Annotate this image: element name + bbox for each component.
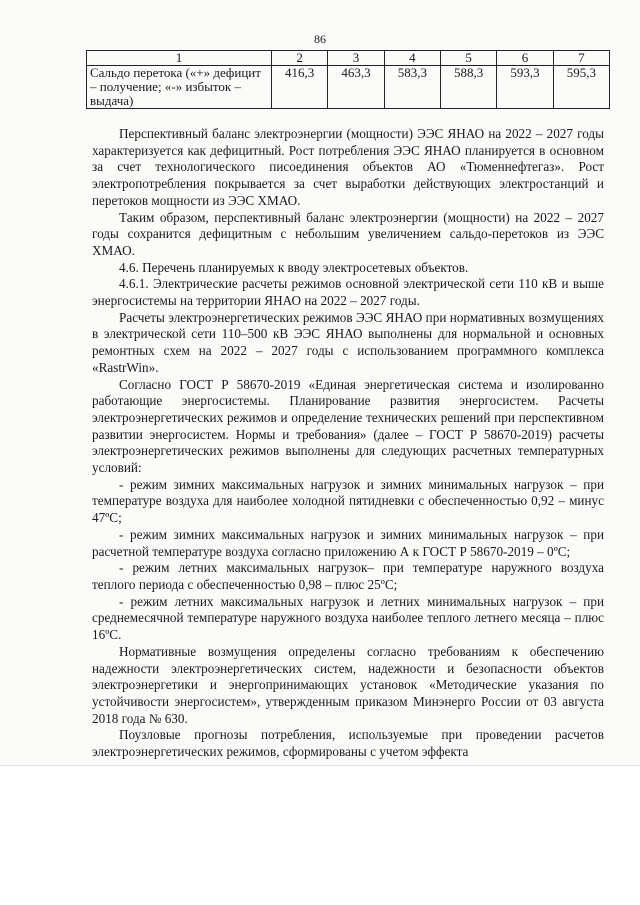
list-item: - режим летних максимальных нагрузок– при температуре наружного воздуха теплого периода с обеспеченностью 0,98 – плюс 25ºС; bbox=[92, 560, 604, 592]
table-header-cell: 1 bbox=[87, 51, 272, 66]
paragraph: Расчеты электроэнергетических режимов ЭЭС ЯНАО при нормативных возмущениях в электрической сети 110–500 кВ ЭЭС ЯНАО выполнены для нормальной и основных ремонтных схем на 2022 – 2027 годы с использованием программного комплекса «RastrWin». bbox=[92, 309, 604, 375]
table-row bbox=[87, 66, 610, 109]
table-cell: 595,3 bbox=[553, 66, 609, 109]
table-header-cell: 2 bbox=[272, 51, 328, 66]
table-header-cell: 6 bbox=[497, 51, 553, 66]
table-cell: 416,3 bbox=[272, 66, 328, 109]
table-cell: 583,3 bbox=[384, 66, 440, 109]
paragraph: Перспективный баланс электроэнергии (мощности) ЭЭС ЯНАО на 2022 – 2027 годы характеризуется как дефицитный. Рост потребления ЭЭС ЯНАО планируется в основном за счет технологического писоединения объектов АО «Тюменнефтегаз». Рост электропотребления покрывается за счет выработки действующих электростанций и перетоков мощности из ЭЭС ХМАО. bbox=[92, 126, 604, 208]
table-header-row bbox=[87, 51, 610, 66]
body-text bbox=[92, 126, 604, 761]
table-cell: 593,3 bbox=[497, 66, 553, 109]
table-header-cell: 7 bbox=[553, 51, 609, 66]
table-cell: 463,3 bbox=[328, 66, 384, 109]
section-heading: 4.6. Перечень планируемых к вводу электросетевых объектов. bbox=[119, 259, 469, 275]
list-item: - режим зимних максимальных нагрузок и зимних минимальных нагрузок – при температуре воздуха для наиболее холодной пятидневки с обеспеченностью 0,92 – минус 47ºС; bbox=[92, 476, 604, 526]
subsection-heading: 4.6.1. Электрические расчеты режимов основной электрической сети 110 кВ и выше энергосистемы на территории ЯНАО на 2022 – 2027 годы. bbox=[92, 276, 604, 309]
table-cell: 588,3 bbox=[440, 66, 496, 109]
list-item: - режим зимних максимальных нагрузок и зимних минимальных нагрузок – при расчетной температуре воздуха согласно приложению А к ГОСТ Р 58670-2019 – 0ºС; bbox=[92, 526, 604, 559]
table-header-cell: 3 bbox=[328, 51, 384, 66]
table-row-label: Сальдо перетока («+» дефицит – получение; «-» избыток – выдача) bbox=[87, 66, 272, 109]
paragraph: Нормативные возмущения определены согласно требованиям к обеспечению надежности электроэнергетических систем, надежности и безопасности объектов электроэнергетики и энергопринимающих установок «Методические указания по устойчивости энергосистем», утвержденным приказом Минэнерго России от 03 августа 2018 года № 630. bbox=[92, 643, 604, 726]
list-item: - режим летних максимальных нагрузок и летних минимальных нагрузок – при среднемесячной температуре наружного воздуха наиболее теплого летнего месяца – плюс 16ºС. bbox=[92, 593, 604, 643]
blank-area bbox=[0, 766, 640, 905]
table-header-cell: 4 bbox=[384, 51, 440, 66]
balance-table bbox=[86, 50, 610, 109]
page-number: 86 bbox=[314, 32, 326, 46]
paragraph: Поузловые прогнозы потребления, используемые при проведении расчетов электроэнергетических режимов, сформированы с учетом эффекта bbox=[92, 727, 604, 760]
paragraph: Таким образом, перспективный баланс электроэнергии (мощности) на 2022 – 2027 годы сохранится дефицитным с небольшим увеличением сальдо-перетоков из ЭЭС ХМАО. bbox=[92, 209, 604, 258]
table-header-cell: 5 bbox=[440, 51, 496, 66]
paragraph: Согласно ГОСТ Р 58670-2019 «Единая энергетическая система и изолированно работающие энергосистемы. Планирование развития энергосистем. Расчеты электроэнергетических режимов и определение технических решений при перспективном развитии энергосистем. Нормы и требования» (далее – ГОСТ Р 58670-2019) расчеты электроэнергетических режимов выполнены для следующих расчетных температурных условий: bbox=[92, 376, 604, 476]
